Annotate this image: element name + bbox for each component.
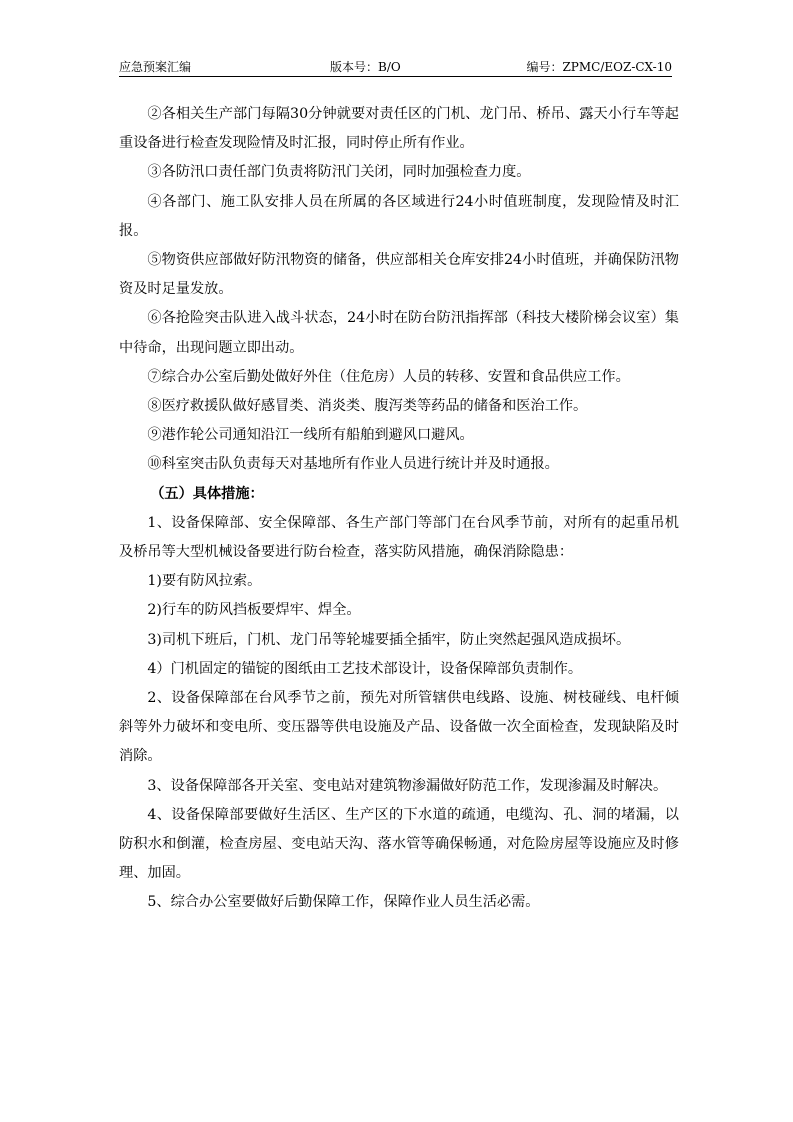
measure-1-sub-1: 1)要有防风拉索。	[147, 573, 262, 590]
paragraph-item-5: ⑤物资供应部做好防汛物资的储备，供应部相关仓库安排24小时值班，并确保防汛物资及时足量发放。	[119, 252, 679, 298]
paragraph-item-7: ⑦综合办公室后勤处做好外住（住危房）人员的转移、安置和食品供应工作。	[147, 368, 630, 385]
paragraph-item-9: ⑨港作轮公司通知沿江一线所有船舶到避风口避风。	[147, 427, 474, 444]
section-heading-measures: （五）具体措施：	[150, 485, 264, 502]
measure-4: 4、设备保障部要做好生活区、生产区的下水道的疏通，电缆沟、孔、洞的堵漏，以防积水和倒灌，检查房屋、变电站天沟、落水管等确保畅通，对危险房屋等设施应及时修理、加固。	[119, 806, 679, 882]
paragraph-item-2: ②各相关生产部门每隔30分钟就要对责任区的门机、龙门吊、桥吊、露天小行车等起重设备进行检查发现险情及时汇报，同时停止所有作业。	[119, 106, 679, 152]
measure-2: 2、设备保障部在台风季节之前，预先对所管辖供电线路、设施、树枝碰线、电杆倾斜等外力破坏和变电所、变压器等供电设施及产品、设备做一次全面检查，发现缺陷及时消除。	[119, 690, 679, 765]
measure-1-sub-2: 2)行车的防风挡板要焊牢、焊全。	[147, 602, 361, 619]
measure-1-sub-3: 3)司机下班后，门机、龙门吊等轮墟要插全插牢，防止突然起强风造成损坏。	[147, 631, 631, 648]
measure-3: 3、设备保障部各开关室、变电站对建筑物渗漏做好防范工作，发现渗漏及时解决。	[147, 777, 668, 794]
header-document-number: 编号：ZPMC/EOZ-CX-10	[526, 60, 672, 74]
header-version: 版本号：B/O	[330, 60, 401, 74]
measure-1: 1、设备保障部、安全保障部、各生产部门等部门在台风季节前，对所有的起重吊机及桥吊等大型机械设备要进行防台检查，落实防风措施，确保消除隐患：	[119, 514, 679, 561]
paragraph-item-8: ⑧医疗救援队做好感冒类、消炎类、腹泻类等药品的储备和医治工作。	[147, 398, 588, 415]
paragraph-item-10: ⑩科室突击队负责每天对基地所有作业人员进行统计并及时通报。	[147, 456, 559, 473]
measure-1-sub-4: 4）门机固定的锚锭的图纸由工艺技术部设计，设备保障部负责制作。	[147, 660, 583, 677]
paragraph-item-4: ④各部门、施工队安排人员在所属的各区域进行24小时值班制度，发现险情及时汇报。	[119, 193, 679, 239]
paragraph-item-3: ③各防汛口责任部门负责将防汛门关闭，同时加强检查力度。	[147, 164, 531, 181]
measure-5: 5、综合办公室要做好后勤保障工作，保障作业人员生活必需。	[147, 894, 540, 911]
document-body	[119, 100, 679, 918]
page-header	[119, 56, 672, 77]
paragraph-item-6: ⑥各抢险突击队进入战斗状态，24小时在防台防汛指挥部（科技大楼阶梯会议室）集中待命，出现问题立即出动。	[119, 310, 679, 356]
header-document-title: 应急预案汇编	[119, 60, 192, 74]
